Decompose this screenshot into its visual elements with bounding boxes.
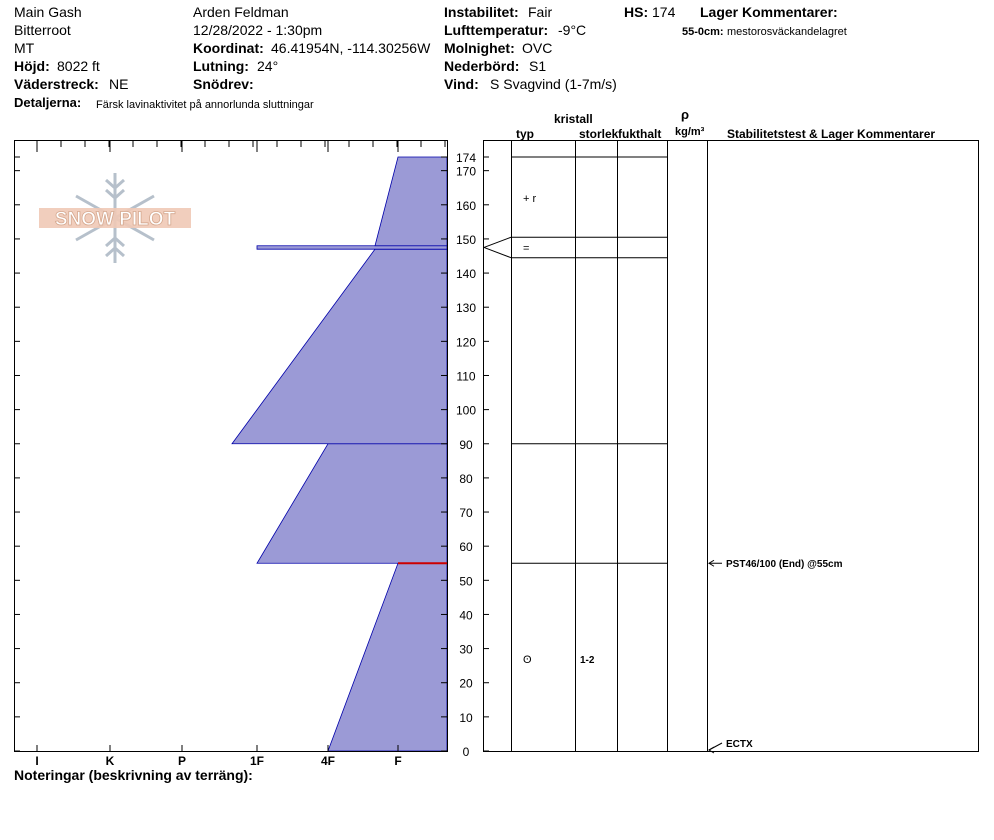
- hs-value: 174: [652, 4, 676, 20]
- depth-tick-label: 80: [459, 471, 473, 486]
- hardness-tick-label: 4F: [320, 754, 336, 768]
- depth-tick-label: 170: [455, 164, 477, 179]
- depth-tick-label: 40: [459, 608, 473, 623]
- elevation-value: 8022 ft: [57, 58, 100, 74]
- wind-value: S Svagvind (1-7m/s): [490, 76, 617, 92]
- depth-tick-label: 160: [455, 198, 477, 213]
- precip-label: Nederbörd:: [444, 58, 520, 74]
- depth-tick-label: 30: [459, 642, 473, 657]
- stability-test-label: PST46/100 (End) @55cm: [726, 559, 843, 571]
- depth-tick-label: 100: [455, 403, 477, 418]
- layer-comment-text: mestorosväckandelagret: [727, 26, 847, 38]
- slope-value: 24°: [257, 58, 279, 74]
- depth-tick-label: 70: [459, 506, 473, 521]
- depth-tick-label: 10: [459, 710, 473, 725]
- snowpilot-logo: [39, 173, 191, 263]
- notes-label: Noteringar (beskrivning av terräng):: [14, 767, 253, 783]
- coord-label: Koordinat:: [193, 40, 264, 56]
- crystal-symbol: =: [523, 242, 530, 255]
- sky-label: Molnighet:: [444, 40, 515, 56]
- crystal-size: 1-2: [580, 654, 595, 666]
- rho-header: ρ: [681, 107, 690, 122]
- state: MT: [14, 40, 35, 56]
- layer-comments-label: Lager Kommentarer:: [700, 4, 838, 20]
- hardness-tick-label: F: [394, 754, 402, 768]
- hs-label: HS:: [624, 4, 649, 20]
- drift-label: Snödrev:: [193, 76, 254, 92]
- airtemp-label: Lufttemperatur:: [444, 22, 549, 38]
- depth-tick-label: 50: [459, 574, 473, 589]
- stability-label: Instabilitet:: [444, 4, 519, 20]
- stability-test-label: ECTX: [726, 739, 753, 750]
- hardness-layer: [328, 563, 447, 751]
- crystal-symbol: ʘ: [523, 653, 532, 666]
- hardness-tick-label: 1F: [249, 754, 265, 768]
- stability-test-arrowhead: [709, 747, 714, 753]
- location: Main Gash: [14, 4, 82, 20]
- depth-tick-label: 60: [459, 540, 473, 555]
- logo-text: SNOW PILOT: [54, 209, 176, 230]
- hardness-layer: [375, 157, 447, 246]
- datetime: 12/28/2022 - 1:30pm: [193, 22, 323, 38]
- hardness-tick-label: I: [35, 754, 39, 768]
- depth-tick-label: 20: [459, 676, 473, 691]
- depth-tick-label: 130: [455, 301, 477, 316]
- hardness-tick-label: K: [105, 754, 115, 768]
- boundary-connector: [484, 247, 511, 257]
- kristall-header: kristall: [554, 112, 593, 126]
- typ-header: typ: [516, 127, 534, 141]
- depth-tick-label: 174: [455, 151, 477, 165]
- aspect-value: NE: [109, 76, 129, 92]
- density-unit-header: kg/m³: [675, 126, 705, 138]
- range: Bitterroot: [14, 22, 71, 38]
- precip-value: S1: [529, 58, 547, 74]
- sky-value: OVC: [522, 40, 553, 56]
- depth-tick-label: 150: [455, 232, 477, 247]
- hardness-tick-label: P: [177, 754, 187, 768]
- airtemp-value: -9°C: [558, 22, 587, 38]
- depth-tick-label: 140: [455, 267, 477, 282]
- depth-tick-label: 90: [459, 437, 473, 452]
- hardness-layer: [257, 444, 447, 563]
- aspect-label: Väderstreck:: [14, 76, 99, 92]
- layer-comment-depth: 55-0cm:: [682, 26, 724, 38]
- details-value: Färsk lavinaktivitet på annorlunda sluttningar: [96, 99, 314, 111]
- observer: Arden Feldman: [193, 4, 289, 20]
- depth-tick-label: 120: [455, 335, 477, 350]
- depth-tick-label: 0: [462, 745, 470, 759]
- stability-tests-header: Stabilitetstest & Lager Kommentarer: [727, 127, 936, 141]
- hardness-layer: [232, 249, 447, 444]
- storlek-header: storlek: [579, 127, 619, 141]
- profile-table-frame: [484, 141, 979, 752]
- wind-label: Vind:: [444, 76, 479, 92]
- crystal-symbol: + r: [523, 192, 537, 205]
- depth-tick-label: 110: [456, 369, 476, 384]
- details-label: Detaljerna:: [14, 95, 82, 110]
- coord-value: 46.41954N, -114.30256W: [271, 40, 431, 56]
- stability-value: Fair: [528, 4, 553, 20]
- slope-label: Lutning:: [193, 58, 249, 74]
- fukthalt-header: fukthalt: [618, 127, 662, 141]
- elevation-label: Höjd:: [14, 58, 50, 74]
- hardness-layer: [257, 246, 447, 249]
